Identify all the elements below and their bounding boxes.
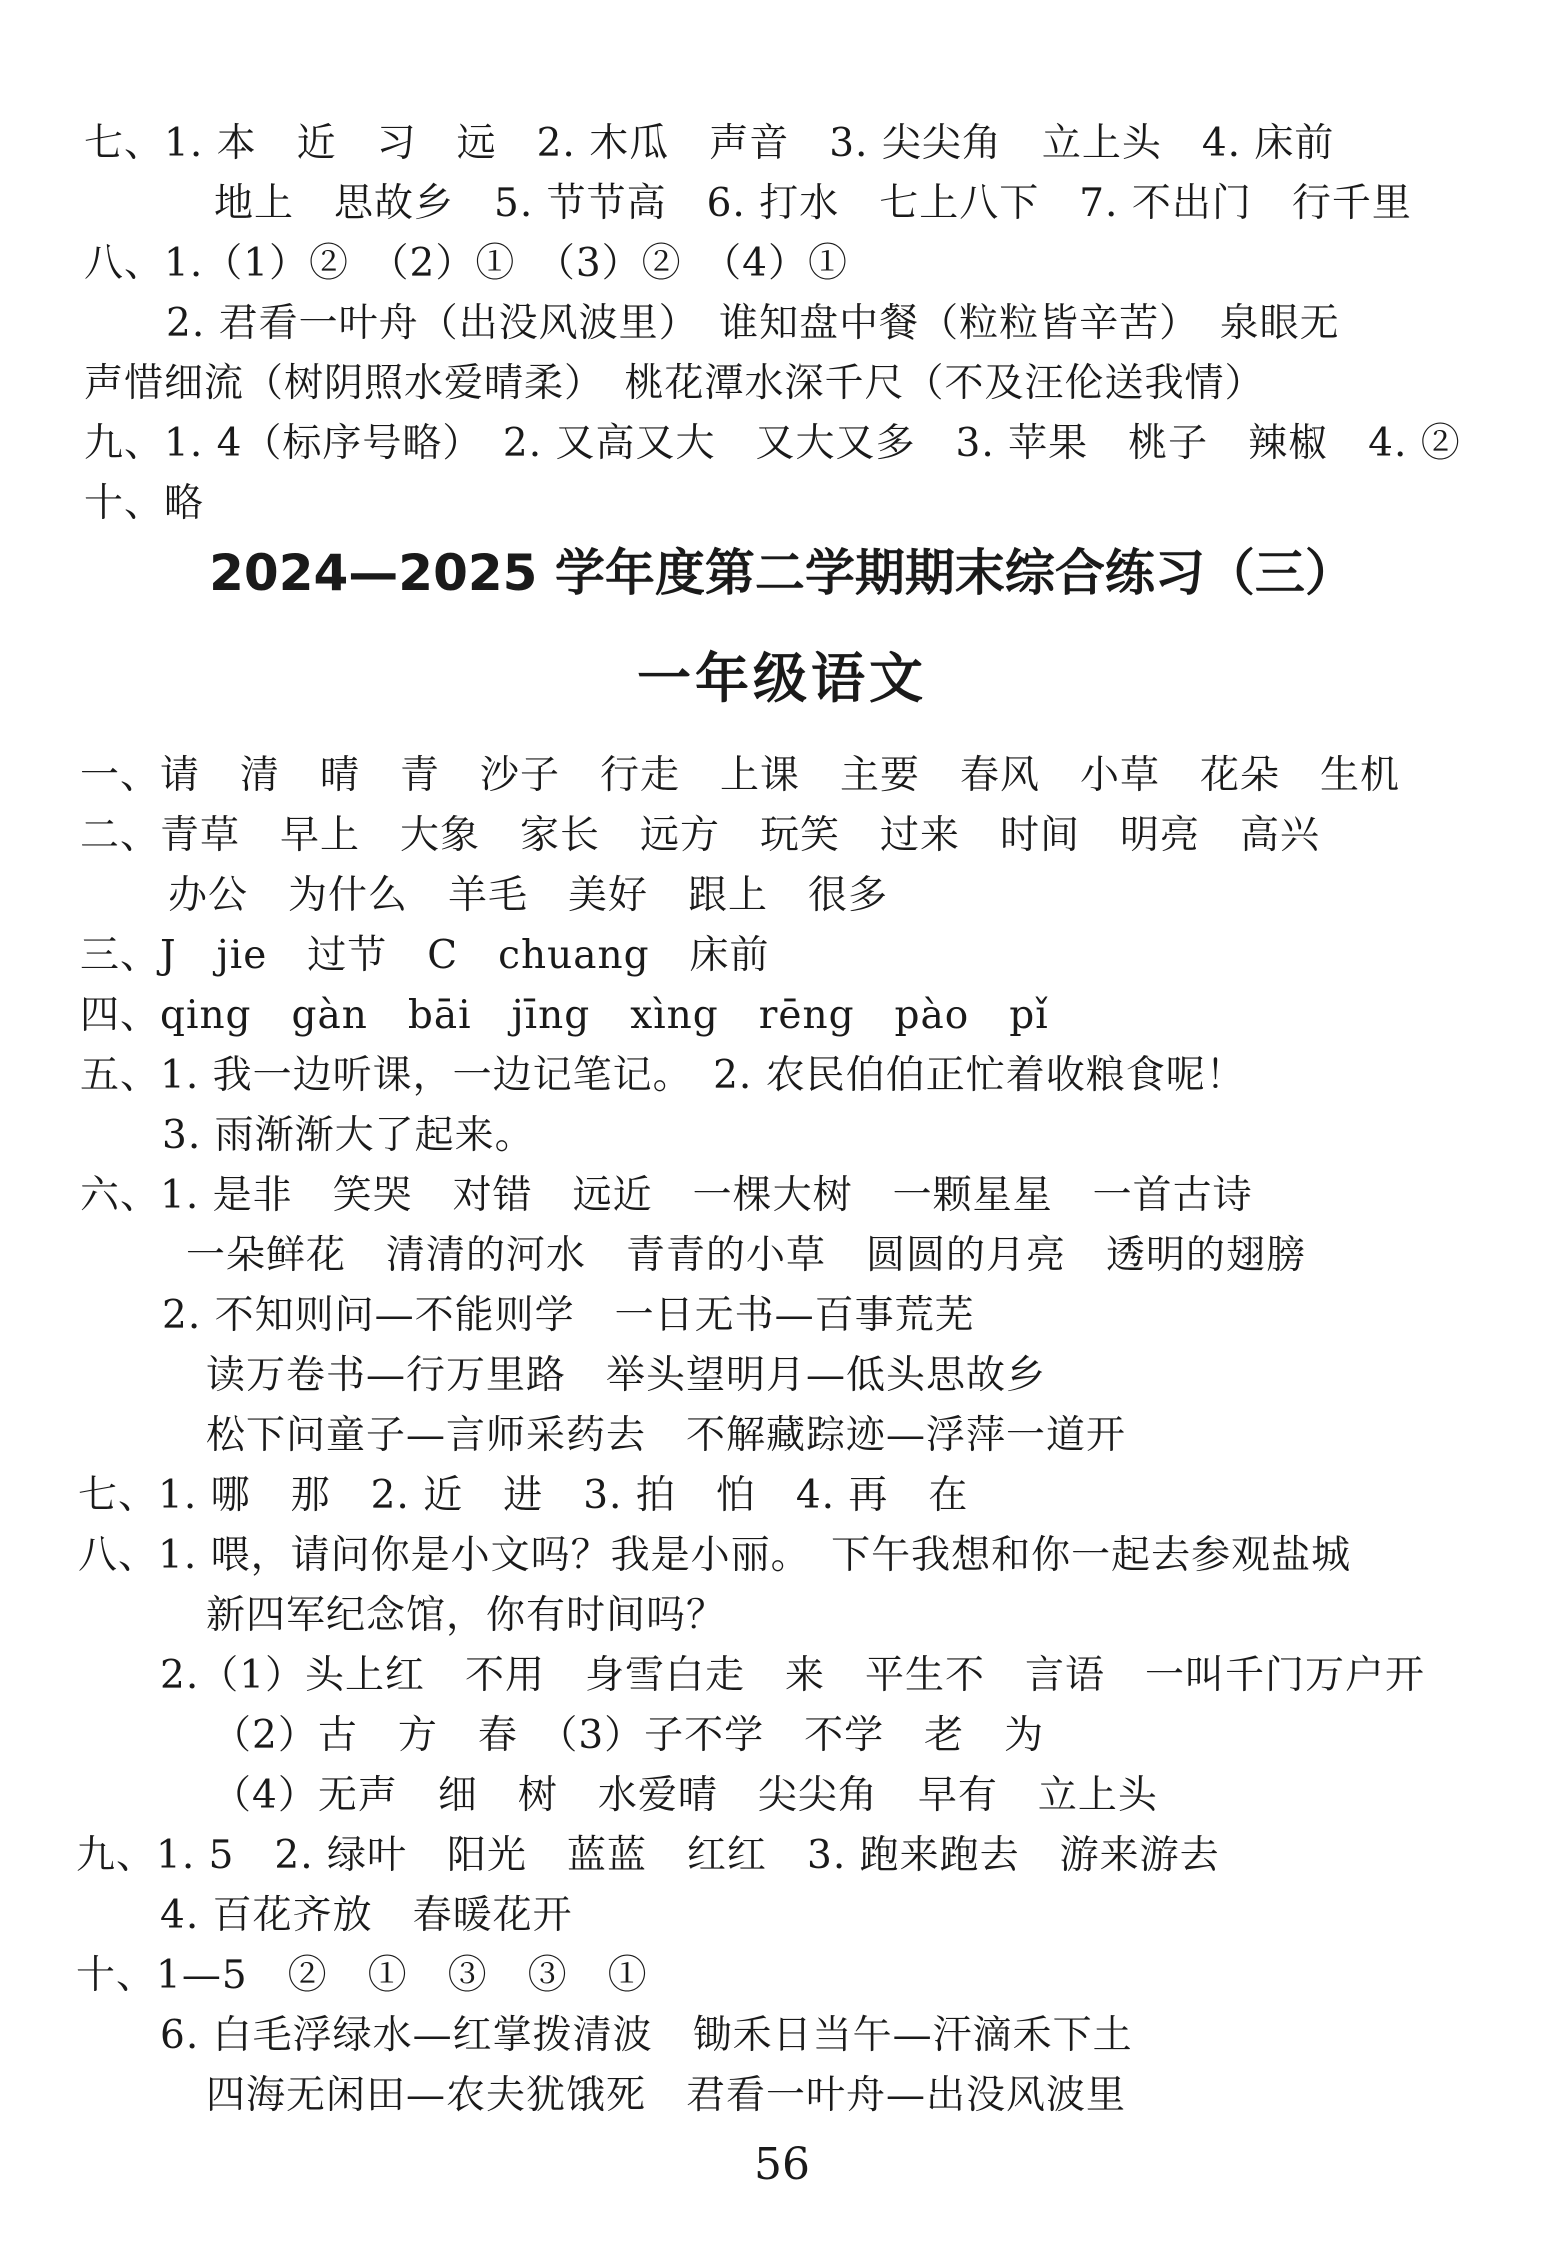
answer-line: 八、1. 喂，请问你是小文吗？我是小丽。 下午我想和你一起去参观盐城 [78, 1533, 1352, 1578]
answer-line: 2. 不知则问—不能则学 一日无书—百事荒芜 [162, 1293, 975, 1338]
answer-line: 读万卷书—行万里路 举头望明月—低头思故乡 [206, 1353, 1047, 1398]
page-number: 56 [754, 2139, 810, 2190]
answer-line: 四、qing gàn bāi jīng xìng rēng pào pǐ [80, 993, 1049, 1038]
answer-line: （2）古 方 春 （3）子不学 不学 老 为 [212, 1713, 1045, 1758]
page-title: 2024—2025 学年度第二学期期末综合练习（三） [209, 544, 1355, 602]
answer-line: 七、1. 哪 那 2. 近 进 3. 拍 怕 4. 再 在 [78, 1473, 969, 1518]
answer-line: 6. 白毛浮绿水—红掌拨清波 锄禾日当午—汗滴禾下土 [160, 2013, 1133, 2058]
answer-line: 三、J jie 过节 C chuang 床前 [80, 933, 770, 978]
answer-line: 新四军纪念馆，你有时间吗？ [206, 1593, 727, 1638]
answer-line: 一朵鲜花 清清的河水 青青的小草 圆圆的月亮 透明的翅膀 [186, 1233, 1307, 1278]
answer-line: 二、青草 早上 大象 家长 远方 玩笑 过来 时间 明亮 高兴 [80, 813, 1321, 858]
answer-line: 2.（1）头上红 不用 身雪白走 来 平生不 言语 一叫千门万户开 [160, 1653, 1426, 1698]
answer-line: 十、1—5 ② ① ③ ③ ① [76, 1953, 648, 1998]
answer-line: （4）无声 细 树 水爱晴 尖尖角 早有 立上头 [212, 1773, 1158, 1818]
answer-line: 八、1.（1）② （2）① （3）② （4）① [84, 241, 848, 286]
answer-line: 一、请 清 晴 青 沙子 行走 上课 主要 春风 小草 花朵 生机 [80, 753, 1401, 798]
page-subtitle: 一年级语文 [637, 647, 927, 710]
answer-line: 六、1. 是非 笑哭 对错 远近 一棵大树 一颗星星 一首古诗 [80, 1173, 1253, 1218]
answer-line: 四海无闲田—农夫犹饿死 君看一叶舟—出没风波里 [206, 2073, 1127, 2118]
answer-line: 十、略 [84, 481, 205, 526]
answer-line: 九、1. 4（标序号略） 2. 又高又大 又大又多 3. 苹果 桃子 辣椒 4. ② [84, 421, 1461, 466]
answer-line: 五、1. 我一边听课，一边记笔记。 2. 农民伯伯正忙着收粮食呢！ [80, 1053, 1246, 1098]
answer-line: 松下问童子—言师采药去 不解藏踪迹—浮萍一道开 [206, 1413, 1127, 1458]
answer-line: 2. 君看一叶舟（出没风波里） 谁知盘中餐（粒粒皆辛苦） 泉眼无 [166, 301, 1340, 346]
answer-line: 九、1. 5 2. 绿叶 阳光 蓝蓝 红红 3. 跑来跑去 游来游去 [76, 1833, 1220, 1878]
answer-line: 七、1. 本 近 习 远 2. 木瓜 声音 3. 尖尖角 立上头 4. 床前 [84, 121, 1335, 166]
answer-line: 声惜细流（树阴照水爱晴柔） 桃花潭水深千尺（不及汪伦送我情） [84, 361, 1265, 406]
answer-line: 办公 为什么 羊毛 美好 跟上 很多 [168, 873, 889, 918]
answer-line: 地上 思故乡 5. 节节高 6. 打水 七上八下 7. 不出门 行千里 [214, 181, 1412, 226]
answer-line: 4. 百花齐放 春暖花开 [160, 1893, 573, 1938]
answer-line: 3. 雨渐渐大了起来。 [162, 1113, 535, 1158]
